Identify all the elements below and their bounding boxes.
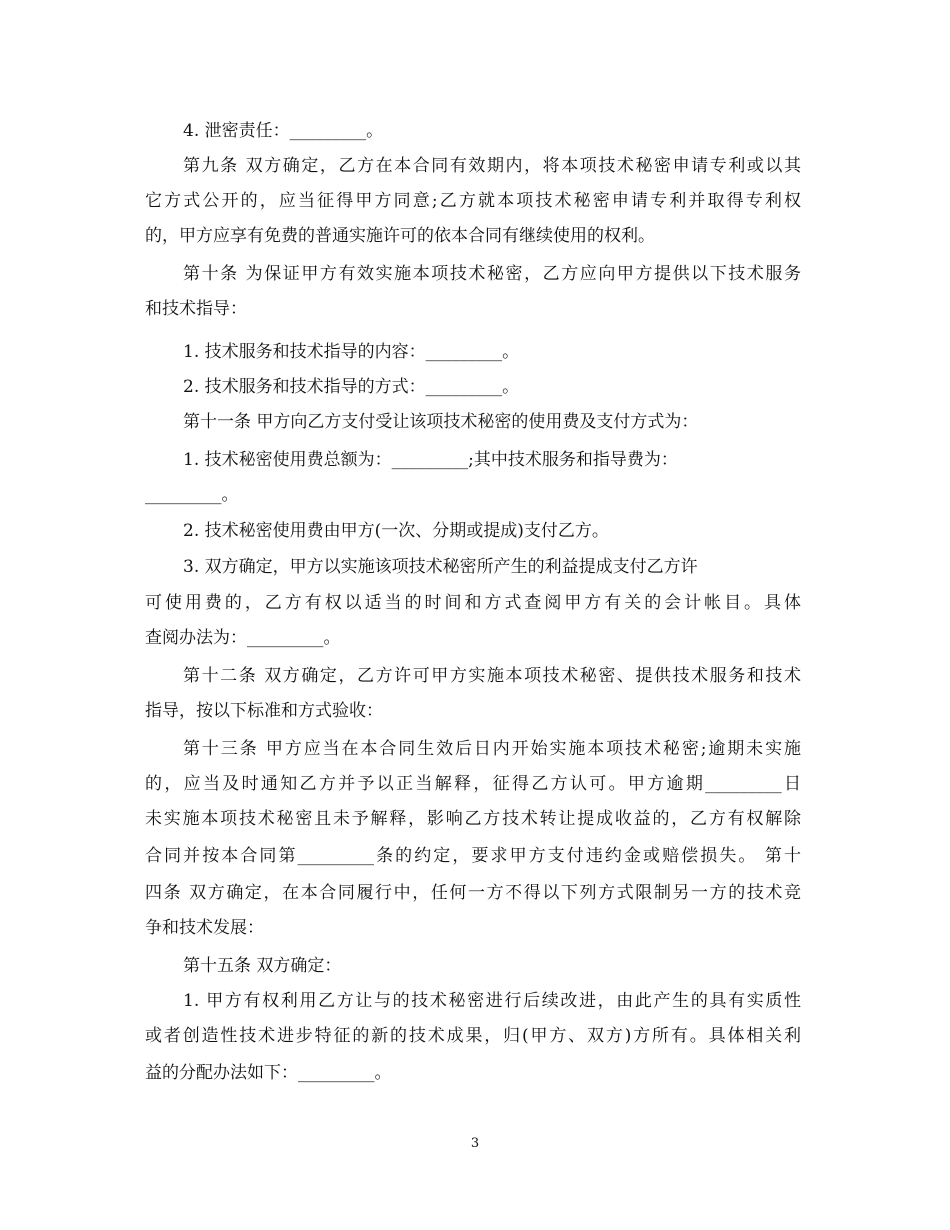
- text-line: 3. 双方确定，甲方以实施该项技术秘密所产生的利益提成支付乙方许: [183, 557, 698, 577]
- page-number: 3: [470, 1136, 480, 1151]
- text-line: 争和技术发展：: [145, 918, 264, 938]
- text-line: 第十二条 双方确定，乙方许可甲方实施本项技术秘密、提供技术服务和技术: [183, 666, 801, 686]
- text-line: 1. 技术服务和技术指导的内容：_________。: [183, 342, 520, 362]
- text-line: 它方式公开的，应当征得甲方同意;乙方就本项技术秘密申请专利并取得专利权: [145, 191, 801, 211]
- text-line: 和技术指导：: [145, 299, 247, 319]
- text-line: 的，甲方应享有免费的普通实施许可的依本合同有继续使用的权利。: [145, 226, 655, 246]
- text-line: 未实施本项技术秘密且未予解释，影响乙方技术转让提成收益的，乙方有权解除: [145, 809, 801, 829]
- text-line: 1. 甲方有权利用乙方让与的技术秘密进行后续改进，由此产生的具有实质性: [183, 991, 801, 1011]
- text-line: _________。: [145, 485, 239, 505]
- text-line: 指导，按以下标准和方式验收：: [145, 701, 383, 721]
- text-line: 第十一条 甲方向乙方支付受让该项技术秘密的使用费及支付方式为：: [183, 412, 699, 432]
- text-line: 四条 双方确定，在本合同履行中，任何一方不得以下列方式限制另一方的技术竞: [145, 883, 801, 903]
- text-line: 2. 技术秘密使用费由甲方(一次、分期或提成)支付乙方。: [183, 521, 609, 541]
- text-line: 的，应当及时通知乙方并予以正当解释，征得乙方认可。甲方逾期_________日: [145, 774, 801, 794]
- text-line: 4. 泄密责任：_________。: [183, 121, 384, 141]
- text-line: 或者创造性技术进步特征的新的技术成果，归(甲方、双方)方所有。具体相关利: [145, 1026, 801, 1046]
- text-line: 2. 技术服务和技术指导的方式：_________。: [183, 377, 520, 397]
- text-line: 益的分配办法如下：_________。: [145, 1063, 392, 1083]
- text-line: 合同并按本合同第_________条的约定，要求甲方支付违约金或赔偿损失。 第十: [145, 846, 801, 866]
- text-line: 第十条 为保证甲方有效实施本项技术秘密，乙方应向甲方提供以下技术服务: [183, 264, 801, 284]
- text-line: 可使用费的，乙方有权以适当的时间和方式查阅甲方有关的会计帐目。具体: [145, 593, 801, 613]
- text-line: 1. 技术秘密使用费总额为：_________;其中技术服务和指导费为：: [183, 450, 678, 470]
- text-line: 第十五条 双方确定：: [183, 956, 342, 976]
- text-line: 第九条 双方确定，乙方在本合同有效期内，将本项技术秘密申请专利或以其: [183, 156, 801, 176]
- text-line: 第十三条 甲方应当在本合同生效后日内开始实施本项技术秘密;逾期未实施: [183, 739, 801, 759]
- text-line: 查阅办法为：_________。: [145, 628, 341, 648]
